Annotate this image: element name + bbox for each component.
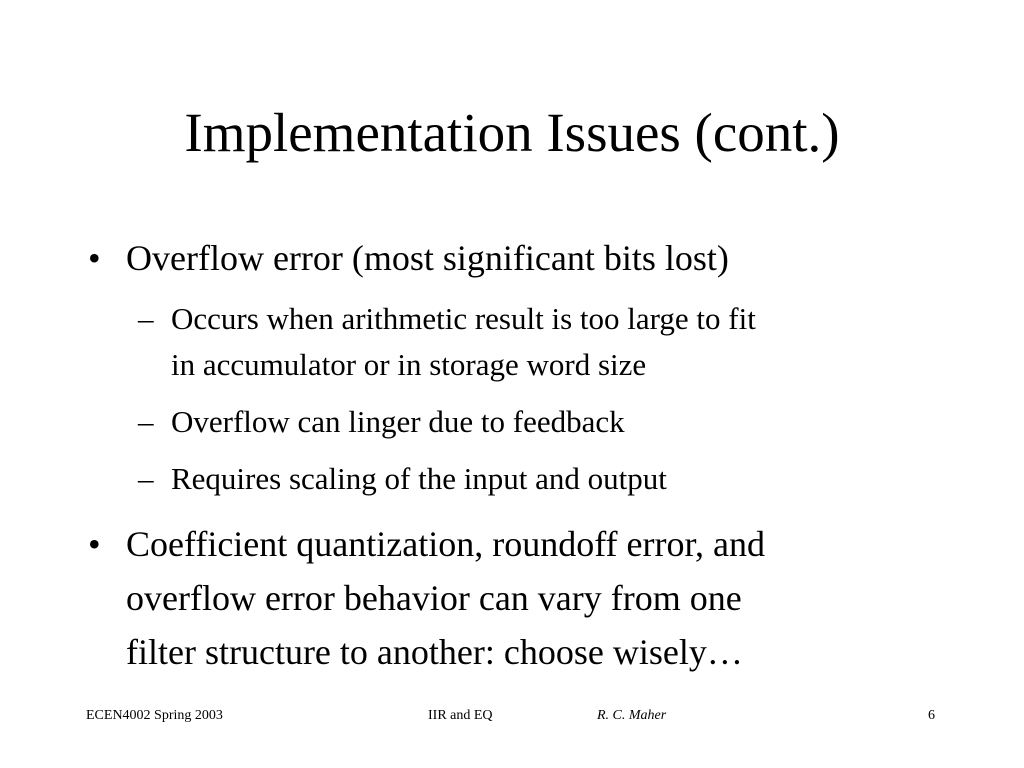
footer-author: R. C. Maher bbox=[597, 708, 667, 723]
sub-bullet-text: Requires scaling of the input and output bbox=[171, 461, 667, 496]
sub-bullet-marker: – bbox=[138, 301, 154, 336]
bullet-text: Coefficient quantization, roundoff error, and bbox=[126, 524, 766, 564]
footer-page-number: 6 bbox=[928, 708, 935, 723]
bullet-marker: • bbox=[88, 524, 101, 564]
footer-topic: IIR and EQ bbox=[428, 708, 493, 723]
footer-course: ECEN4002 Spring 2003 bbox=[86, 708, 223, 723]
bullet-text: filter structure to another: choose wisely… bbox=[126, 632, 743, 672]
sub-bullet-text: Overflow can linger due to feedback bbox=[171, 404, 625, 439]
sub-bullet-text: Occurs when arithmetic result is too large to fit bbox=[171, 301, 756, 336]
slide-title: Implementation Issues (cont.) bbox=[184, 102, 840, 163]
sub-bullet-text: in accumulator or in storage word size bbox=[171, 347, 647, 382]
bullet-text: Overflow error (most significant bits lost) bbox=[126, 238, 729, 278]
bullet-text: overflow error behavior can vary from one bbox=[126, 578, 742, 618]
bullet-marker: • bbox=[88, 238, 101, 278]
sub-bullet-marker: – bbox=[138, 461, 154, 496]
sub-bullet-marker: – bbox=[138, 404, 154, 439]
